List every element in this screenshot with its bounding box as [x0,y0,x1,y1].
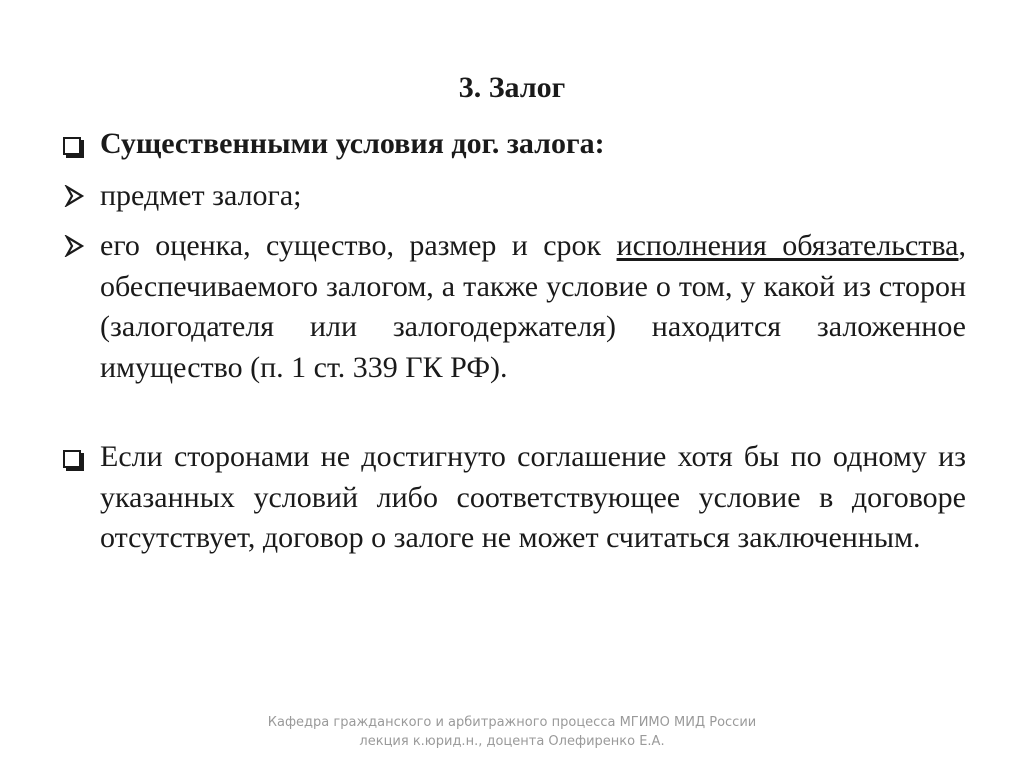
bullet-text-part2: , обеспечиваемого залогом, а также условие о том, у какой из сторон (залогодателя или залогодержателя) находится заложенное имущество (п. 1 ст. 339 ГК РФ). [100,229,966,384]
paragraph-item-condition [62,437,966,559]
slide-footer [0,713,1024,751]
bullet-item-valuation [62,226,966,388]
arrow-bullet-icon [62,226,98,266]
checkbox-bullet-icon [62,437,98,477]
footer-line-lecturer: лекция к.юрид.н., доцента Олефиренко Е.А. [359,734,665,749]
bullet-text-valuation [100,226,966,388]
bullet-text-subject: предмет залога; [100,179,302,212]
footer-line-department: Кафедра гражданского и арбитражного процесса МГИМО МИД России [267,715,757,730]
checkbox-bullet-icon [62,124,98,164]
bullet-item-subject [62,176,966,217]
heading-text: Существенными условия дог. залога: [100,127,605,160]
bullet-text-part1: его оценка, существо, размер и срок [100,229,617,262]
heading-item [62,124,966,165]
slide-title: 3. Залог [458,71,566,104]
paragraph-text-condition: Если сторонами не достигнуто соглашение хотя бы по одному из указанных условий либо соответствующее условие в договоре отсутствует, договор о залоге не может считаться заключенным. [100,440,966,554]
underlined-term: исполнения обязательства [616,229,959,262]
arrow-bullet-icon [62,176,98,216]
